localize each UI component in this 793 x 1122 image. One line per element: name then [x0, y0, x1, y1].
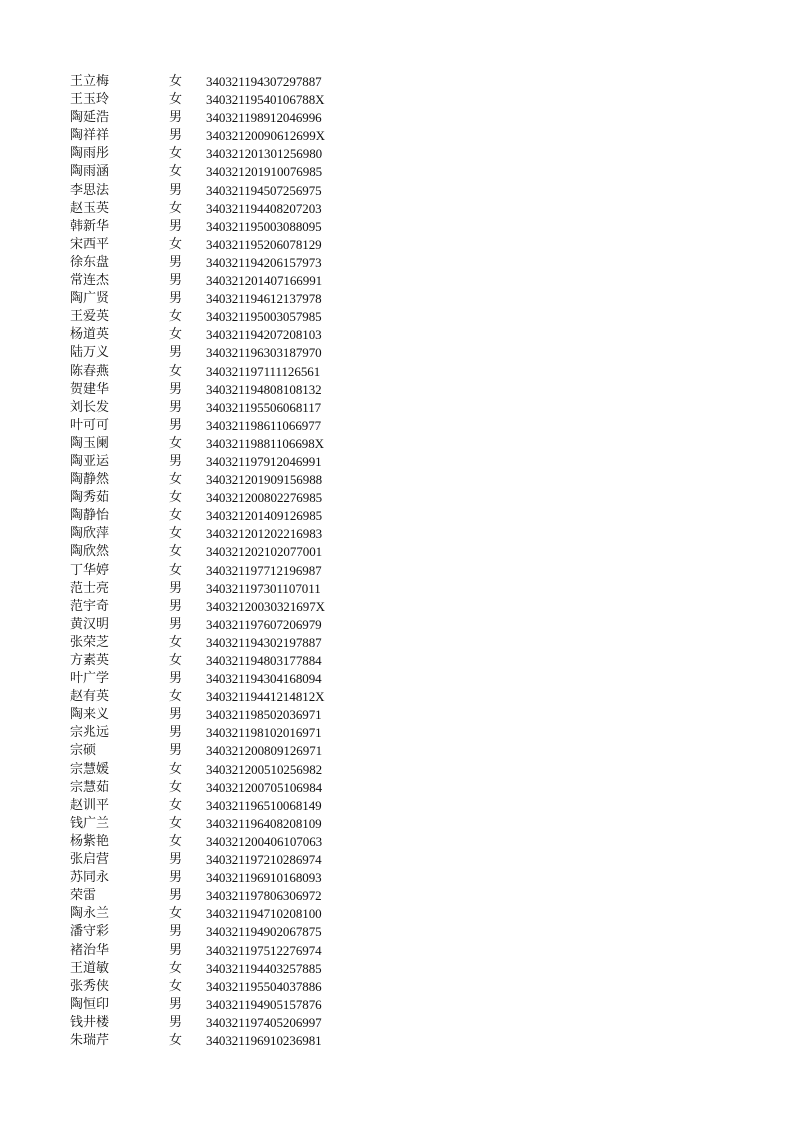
record-row [70, 200, 390, 218]
record-gender: 女 [169, 797, 183, 813]
record-id-number: 340321194803177884 [206, 653, 322, 668]
record-name: 宗兆远 [70, 725, 110, 741]
record-name: 陶雨涵 [70, 164, 110, 180]
record-name: 赵玉英 [70, 200, 110, 216]
record-row [70, 742, 390, 760]
record-row [70, 145, 390, 163]
record-id-number: 340321194507256975 [206, 182, 322, 198]
record-gender: 男 [169, 616, 183, 632]
record-row [70, 996, 390, 1014]
record-row [70, 652, 390, 670]
record-id-number: 34032119540106788X [206, 92, 325, 108]
record-name: 宋西平 [70, 236, 110, 252]
record-id-number: 340321194307297887 [206, 74, 322, 89]
record-gender: 女 [169, 146, 183, 162]
record-gender: 女 [169, 363, 183, 379]
record-id-number: 340321195506068117 [206, 399, 322, 415]
record-row [70, 91, 390, 109]
record-name: 王玉玲 [70, 92, 110, 108]
record-name: 王立梅 [70, 74, 110, 89]
record-gender: 女 [169, 634, 183, 650]
record-id-number: 340321194808108132 [206, 381, 322, 397]
record-id-number: 340321198502036971 [206, 707, 322, 723]
record-row [70, 670, 390, 688]
record-row [70, 978, 390, 996]
record-gender: 女 [169, 164, 183, 180]
record-id-number: 340321196910236981 [206, 1032, 322, 1048]
record-name: 叶广学 [70, 671, 110, 687]
record-name: 潘守彩 [70, 924, 110, 940]
record-id-number: 340321196303187970 [206, 345, 322, 361]
record-name: 常连杰 [70, 273, 110, 289]
record-id-number: 34032119881106698X [206, 435, 325, 451]
record-id-number: 340321197912046991 [206, 453, 322, 469]
record-id-number: 340321201909156988 [206, 472, 323, 488]
record-id-number: 340321194612137978 [206, 291, 322, 307]
record-gender: 女 [169, 200, 183, 216]
record-row [70, 363, 390, 381]
record-id-number: 340321195003088095 [206, 218, 322, 234]
record-gender: 女 [169, 508, 183, 524]
record-gender: 男 [169, 942, 183, 958]
record-row [70, 688, 390, 706]
record-gender: 男 [169, 725, 183, 741]
record-name: 宗慧茹 [70, 779, 110, 795]
record-name: 王道敏 [70, 960, 110, 976]
record-row [70, 797, 390, 815]
record-row [70, 942, 390, 960]
record-gender: 女 [169, 74, 183, 89]
record-gender: 女 [169, 978, 183, 994]
record-gender: 男 [169, 182, 183, 198]
record-gender: 女 [169, 761, 183, 777]
record-id-number: 340321194207208103 [206, 327, 322, 343]
record-name: 韩新华 [70, 218, 110, 234]
record-name: 陶静然 [70, 472, 110, 488]
record-row [70, 236, 390, 254]
record-row [70, 543, 390, 561]
record-id-number: 340321197405206997 [206, 1014, 322, 1030]
record-gender: 女 [169, 906, 183, 922]
record-gender: 女 [169, 490, 183, 506]
record-id-number: 34032120030321697X [206, 598, 325, 614]
record-name: 丁华婷 [70, 562, 110, 578]
record-name: 苏同永 [70, 870, 110, 886]
record-id-number: 340321197607206979 [206, 616, 322, 632]
record-id-number: 340321196910168093 [206, 870, 322, 886]
record-gender: 女 [169, 960, 183, 976]
record-name: 陶恒印 [70, 996, 110, 1012]
record-row [70, 887, 390, 905]
record-name: 陶祥祥 [70, 128, 110, 144]
record-row [70, 634, 390, 652]
record-gender: 男 [169, 707, 183, 723]
record-name: 张秀侠 [70, 978, 110, 994]
record-row [70, 453, 390, 471]
record-id-number: 340321194408207203 [206, 200, 322, 216]
record-id-number: 340321200802276985 [206, 490, 323, 506]
record-name: 王爱英 [70, 309, 110, 325]
record-id-number: 340321196408208109 [206, 815, 322, 831]
record-name: 陶广贤 [70, 291, 110, 307]
record-row [70, 905, 390, 923]
record-name: 宗慧媛 [70, 761, 110, 777]
record-name: 陶亚运 [70, 453, 110, 469]
record-id-number: 340321196510068149 [206, 797, 322, 813]
record-row [70, 525, 390, 543]
record-row [70, 923, 390, 941]
record-gender: 女 [169, 309, 183, 325]
record-row [70, 706, 390, 724]
record-id-number: 340321200406107063 [206, 833, 323, 849]
record-name: 宗硕 [70, 743, 97, 759]
record-name: 荣雷 [70, 888, 97, 904]
record-gender: 女 [169, 779, 183, 795]
record-gender: 男 [169, 1014, 183, 1030]
record-gender: 女 [169, 815, 183, 831]
record-name: 张荣芝 [70, 634, 110, 650]
record-row [70, 960, 390, 978]
record-id-number: 340321197111126561 [206, 363, 321, 379]
record-row [70, 761, 390, 779]
record-id-number: 340321201409126985 [206, 508, 323, 524]
record-gender: 女 [169, 653, 183, 668]
record-row [70, 399, 390, 417]
record-name: 赵训平 [70, 797, 110, 813]
record-gender: 男 [169, 453, 183, 469]
record-gender: 男 [169, 598, 183, 614]
record-row [70, 471, 390, 489]
record-name: 陶欣然 [70, 544, 110, 560]
record-gender: 男 [169, 128, 183, 144]
record-gender: 男 [169, 345, 183, 361]
record-name: 陶延浩 [70, 110, 110, 126]
record-gender: 男 [169, 399, 183, 415]
record-name: 张启营 [70, 852, 110, 868]
record-gender: 女 [169, 544, 183, 560]
record-row [70, 616, 390, 634]
record-gender: 男 [169, 381, 183, 397]
record-name: 陶欣萍 [70, 526, 110, 542]
record-gender: 女 [169, 833, 183, 849]
record-name: 范宇奇 [70, 598, 110, 614]
record-row [70, 815, 390, 833]
record-id-number: 340321197806306972 [206, 888, 322, 904]
record-row [70, 381, 390, 399]
record-row [70, 272, 390, 290]
record-row [70, 127, 390, 145]
record-name: 方素英 [70, 653, 110, 668]
record-gender: 男 [169, 218, 183, 234]
record-id-number: 340321201301256980 [206, 146, 323, 162]
record-gender: 男 [169, 924, 183, 940]
record-id-number: 340321197210286974 [206, 852, 322, 868]
record-gender: 男 [169, 743, 183, 759]
record-row [70, 218, 390, 236]
record-name: 钱广兰 [70, 815, 110, 831]
record-gender: 女 [169, 435, 183, 451]
record-name: 贺建华 [70, 381, 110, 397]
record-row [70, 109, 390, 127]
record-name: 徐东盘 [70, 254, 110, 270]
record-id-number: 340321198102016971 [206, 725, 322, 741]
record-row [70, 1014, 390, 1032]
record-row [70, 851, 390, 869]
record-name: 杨紫艳 [70, 833, 110, 849]
record-name: 黄汉明 [70, 616, 110, 632]
record-gender: 男 [169, 996, 183, 1012]
record-name: 陶玉阑 [70, 435, 110, 451]
record-id-number: 340321200705106984 [206, 779, 323, 795]
record-row [70, 489, 390, 507]
record-id-number: 340321194403257885 [206, 960, 322, 976]
record-gender: 男 [169, 852, 183, 868]
record-id-number: 340321194902067875 [206, 924, 322, 940]
record-name: 刘长发 [70, 399, 110, 415]
record-gender: 男 [169, 254, 183, 270]
record-id-number: 34032120090612699X [206, 128, 325, 144]
record-gender: 男 [169, 671, 183, 687]
record-id-number: 340321195206078129 [206, 236, 322, 252]
record-row [70, 290, 390, 308]
record-name: 陶永兰 [70, 906, 110, 922]
record-row [70, 833, 390, 851]
record-row [70, 254, 390, 272]
record-row [70, 724, 390, 742]
record-row [70, 869, 390, 887]
record-gender: 男 [169, 110, 183, 126]
record-name: 陈春燕 [70, 363, 110, 379]
record-name: 陶秀茹 [70, 490, 110, 506]
record-row [70, 73, 390, 91]
record-gender: 女 [169, 327, 183, 343]
record-id-number: 340321194304168094 [206, 671, 322, 687]
record-id-number: 34032119441214812X [206, 689, 325, 705]
record-gender: 女 [169, 689, 183, 705]
record-id-number: 340321201407166991 [206, 273, 323, 289]
record-gender: 女 [169, 236, 183, 252]
record-gender: 男 [169, 870, 183, 886]
record-name: 杨道英 [70, 327, 110, 343]
record-name: 叶可可 [70, 417, 110, 433]
record-id-number: 340321200510256982 [206, 761, 323, 777]
record-name: 赵有英 [70, 689, 110, 705]
record-name: 范士亮 [70, 580, 110, 596]
record-row [70, 779, 390, 797]
record-id-number: 340321197512276974 [206, 942, 322, 958]
record-row [70, 435, 390, 453]
record-gender: 男 [169, 273, 183, 289]
record-id-number: 340321194905157876 [206, 996, 322, 1012]
record-name: 陶静怡 [70, 508, 110, 524]
record-id-number: 340321194206157973 [206, 254, 322, 270]
record-id-number: 340321201910076985 [206, 164, 323, 180]
record-row [70, 308, 390, 326]
record-gender: 男 [169, 580, 183, 596]
record-row [70, 182, 390, 200]
record-id-number: 340321197301107011 [206, 580, 321, 596]
record-gender: 男 [169, 888, 183, 904]
record-row [70, 598, 390, 616]
record-id-number: 340321194710208100 [206, 906, 322, 922]
record-gender: 男 [169, 417, 183, 433]
record-id-number: 340321202102077001 [206, 544, 323, 560]
record-name: 褚治华 [70, 942, 110, 958]
record-gender: 女 [169, 562, 183, 578]
record-name: 陶雨彤 [70, 146, 110, 162]
record-gender: 男 [169, 291, 183, 307]
record-name: 陆万义 [70, 345, 110, 361]
record-id-number: 340321194302197887 [206, 634, 322, 650]
record-row [70, 417, 390, 435]
record-name: 钱井楼 [70, 1014, 110, 1030]
record-gender: 女 [169, 526, 183, 542]
record-row [70, 1032, 390, 1050]
record-id-number: 340321198912046996 [206, 110, 322, 126]
record-row [70, 580, 390, 598]
record-id-number: 340321201202216983 [206, 526, 323, 542]
record-id-number: 340321200809126971 [206, 743, 323, 759]
record-gender: 女 [169, 472, 183, 488]
record-row [70, 507, 390, 525]
record-row [70, 163, 390, 181]
record-row [70, 344, 390, 362]
record-id-number: 340321195003057985 [206, 309, 322, 325]
record-id-number: 340321195504037886 [206, 978, 322, 994]
record-name: 李思法 [70, 182, 110, 198]
record-id-number: 340321198611066977 [206, 417, 322, 433]
record-row [70, 562, 390, 580]
record-gender: 女 [169, 92, 183, 108]
record-id-number: 340321197712196987 [206, 562, 322, 578]
record-row [70, 326, 390, 344]
record-name: 朱瑞芹 [70, 1032, 110, 1048]
record-name: 陶来义 [70, 707, 110, 723]
record-gender: 女 [169, 1032, 183, 1048]
records-list [70, 73, 390, 1050]
